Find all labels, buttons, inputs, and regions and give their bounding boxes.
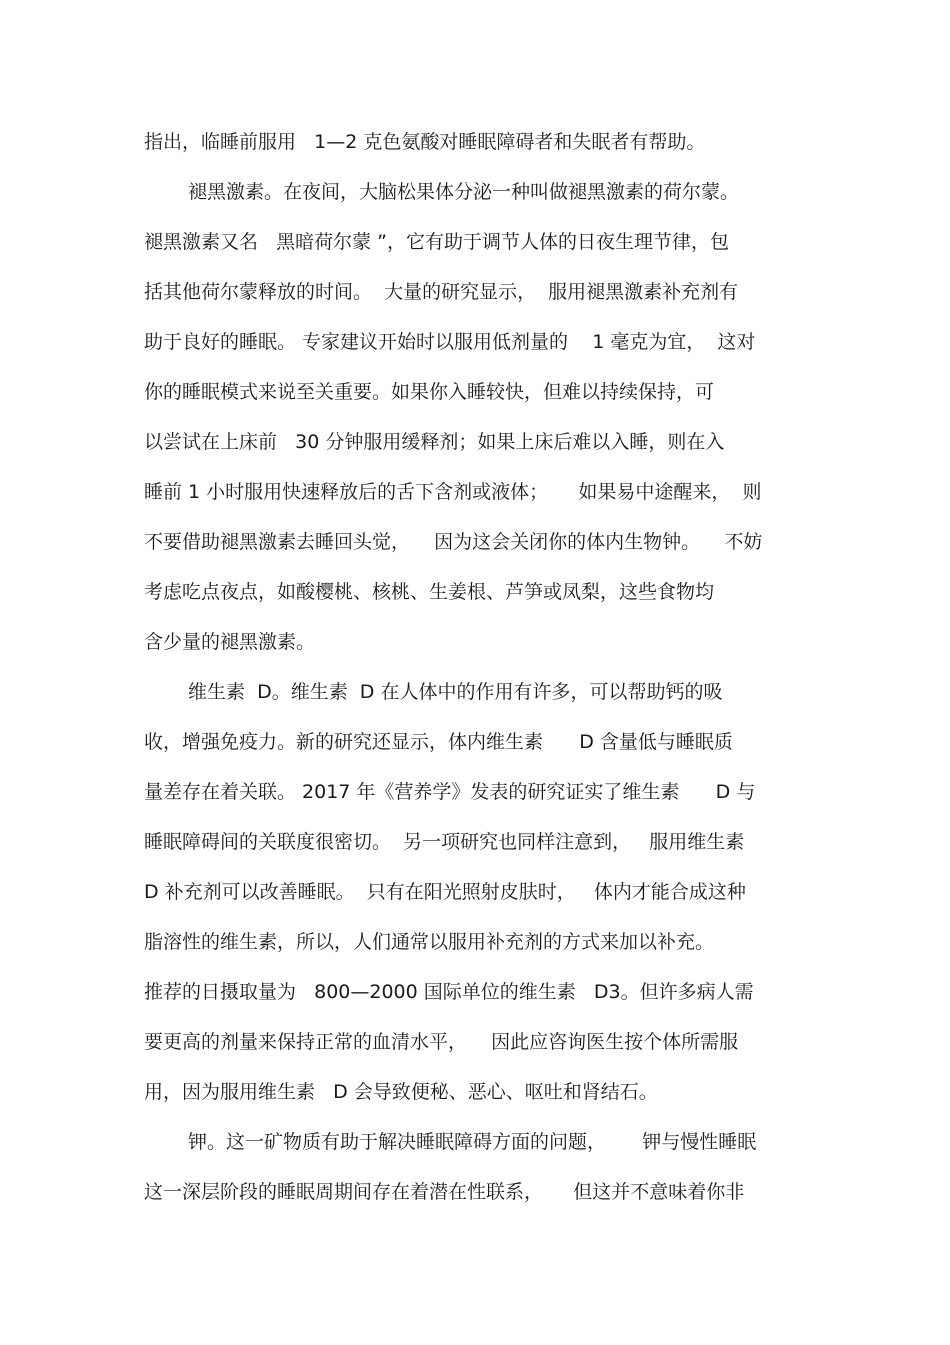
text-line: 褪黑激素又名 黑暗荷尔蒙 ”，它有助于调节人体的日夜生理节律，包	[144, 231, 730, 253]
paragraph-potassium-first-line: 钾。这一矿物质有助于解决睡眠障碍方面的问题， 钾与慢性睡眠	[188, 1131, 757, 1153]
paragraph-vitamin-d-first-line: 维生素 D。维生素 D 在人体中的作用有许多，可以帮助钙的吸	[188, 681, 723, 703]
text-line: 睡前 1 小时服用快速释放后的舌下含剂或液体； 如果易中途醒来， 则	[144, 481, 762, 503]
text-line: 量差存在着关联。 2017 年《营养学》发表的研究证实了维生素 D 与	[144, 781, 756, 803]
text-line: 括其他荷尔蒙释放的时间。 大量的研究显示， 服用褪黑激素补充剂有	[144, 281, 739, 303]
text-line: 睡眠障碍间的关联度很密切。 另一项研究也同样注意到， 服用维生素	[144, 831, 745, 853]
text-line: 以尝试在上床前 30 分钟服用缓释剂；如果上床后难以入睡，则在入	[144, 431, 725, 453]
text-line: 不要借助褪黑激素去睡回头觉， 因为这会关闭你的体内生物钟。 不妨	[144, 531, 763, 553]
text-line: 你的睡眠模式来说至关重要。如果你入睡较快，但难以持续保持，可	[144, 381, 715, 403]
text-line: D 补充剂可以改善睡眠。 只有在阳光照射皮肤时， 体内才能合成这种	[144, 881, 746, 903]
text-line: 收，增强免疫力。新的研究还显示，体内维生素 D 含量低与睡眠质	[144, 731, 733, 753]
text-line: 指出，临睡前服用 1—2 克色氨酸对睡眠障碍者和失眠者有帮助。	[144, 131, 706, 153]
text-line: 推荐的日摄取量为 800—2000 国际单位的维生素 D3。但许多病人需	[144, 981, 754, 1003]
text-line: 要更高的剂量来保持正常的血清水平， 因此应咨询医生按个体所需服	[144, 1031, 739, 1053]
text-line: 考虑吃点夜点，如酸樱桃、核桃、生姜根、芦笋或凤梨，这些食物均	[144, 581, 715, 603]
text-line: 助于良好的睡眠。 专家建议开始时以服用低剂量的 1 毫克为宜， 这对	[144, 331, 756, 353]
text-line: 这一深层阶段的睡眠周期间存在着潜在性联系， 但这并不意味着你非	[144, 1181, 745, 1203]
text-line: 含少量的褪黑激素。	[144, 631, 316, 653]
text-line: 脂溶性的维生素，所以，人们通常以服用补充剂的方式来加以补充。	[144, 931, 715, 953]
paragraph-melatonin-first-line: 褪黑激素。在夜间，大脑松果体分泌一种叫做褪黑激素的荷尔蒙。	[188, 181, 740, 203]
text-line: 用，因为服用维生素 D 会导致便秘、恶心、呕吐和肾结石。	[144, 1081, 658, 1103]
